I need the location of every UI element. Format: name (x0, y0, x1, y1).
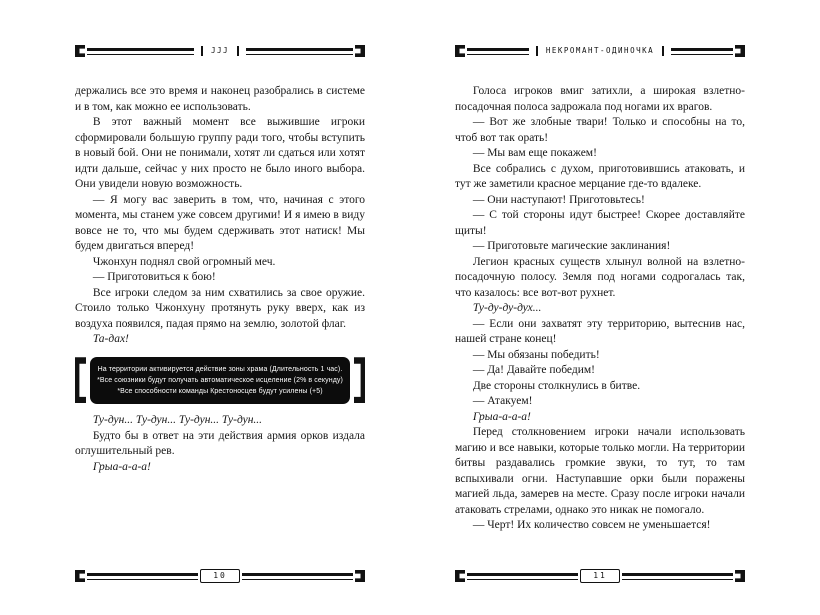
ornament-line (87, 48, 194, 55)
paragraph: Все собрались с духом, приготовившись атаковать, и тут же заметили красное мерцание где-то вдалеке. (455, 162, 745, 190)
page-left (75, 44, 365, 615)
paragraph: Грыа-а-а-а! (92, 460, 151, 473)
ornament-endcap-icon (75, 570, 85, 582)
paragraph: — Приготовиться к бою! (92, 271, 216, 283)
paragraph: Будто бы в ответ на эти действия армия орков издала оглушительный рев. (75, 429, 365, 458)
system-message-line: *Все союзники будут получать автоматическое исцеление (2% в секунду) (97, 376, 343, 384)
ornament-line (242, 573, 353, 580)
ornament-line (467, 48, 529, 55)
paragraph: — Они наступают! Приготовьтесь! (472, 193, 645, 206)
footer-ornament-right (455, 569, 745, 583)
ornament-endcap-icon (355, 570, 365, 582)
paragraph: Та-дах! (92, 333, 129, 345)
ornament-tick (536, 46, 538, 56)
ornament-endcap-icon (355, 45, 365, 57)
page-number: 11 (580, 569, 620, 583)
bracket-right-icon (354, 357, 365, 403)
system-message-box (75, 357, 365, 405)
footer-left (75, 569, 365, 583)
paragraph: — Если они захватят эту территорию, вытеснив нас, нашей стране конец! (455, 317, 745, 345)
paragraph: — С той стороны идут быстрее! Скорее доставляйте щиты! (455, 209, 745, 237)
ornament-tick (662, 46, 664, 56)
page-right-body (455, 84, 745, 569)
ornament-endcap-icon (735, 45, 745, 57)
ornament-endcap-icon (455, 45, 465, 57)
paragraph: Грыа-а-а-а! (472, 410, 531, 423)
paragraph: В этот важный момент все выжившие игроки сформировали большую группу ради того, чтобы вступить в новый бой. Они не понимали, хотят ли сдаться или хотят идти дальше, сейчас у них просто не было иного выбора. Они увидели новую возможность. (75, 116, 365, 190)
paragraph: Все игроки следом за ним схватились за свое оружие. Стоило только Чжонхуну протянуть руку вверх, как из воздуха появился, падая прямо на землю, золотой флаг. (75, 286, 365, 330)
ornament-line (246, 48, 353, 55)
bracket-left-icon (75, 357, 86, 403)
paragraph: — Мы обязаны победить! (472, 348, 600, 361)
paragraph: — Приготовьте магические заклинания! (472, 240, 671, 252)
paragraph: — Мы вам еще покажем! (472, 147, 597, 159)
paragraph: Легион красных существ хлынул волной на взлетно-посадочную полосу. Земля под ногами содрогалась так, что казалось: все вот-вот рухнет. (455, 255, 745, 299)
footer-right (455, 569, 745, 583)
header-ornament-right (455, 44, 745, 58)
paragraph: Чжонхун поднял свой огромный меч. (92, 255, 276, 268)
system-message-line: *Все способности команды Крестоносцев будут усилены (+5) (117, 387, 323, 395)
paragraph-group-top (75, 84, 365, 348)
ornament-line (467, 573, 578, 580)
book-title-running-head: НЕКРОМАНТ-ОДИНОЧКА (545, 46, 655, 55)
paragraph: Голоса игроков вмиг затихли, а широкая взлетно-посадочная полоса задрожала под ногами их врагов. (455, 85, 745, 113)
ornament-tick (201, 46, 203, 56)
header-ornament-left (75, 44, 365, 58)
page-number: 10 (200, 569, 240, 583)
paragraph: Ту-ду-ду-дух... (472, 302, 542, 314)
paragraph: Ту-дун... Ту-дун... Ту-дун... Ту-дун... (92, 414, 263, 427)
system-message (90, 357, 350, 405)
paragraph: Две стороны столкнулись в битве. (472, 379, 641, 392)
ornament-line (671, 48, 733, 55)
page-right (455, 44, 745, 615)
ornament-endcap-icon (75, 45, 85, 57)
system-message-line: На территории активируется действие зоны храма (Длительность 1 час). (97, 365, 343, 373)
ornament-endcap-icon (735, 570, 745, 582)
paragraph: Перед столкновением игроки начали использовать магию и все навыки, которые только могли. На территории битвы раздавались громкие звуки, то тут, то там вспыхивали огни. Наступавшие орки были поражены магией льда, замерев на месте. Сразу после игроки начали атаковать стрелами, однако это никак не помогало. (455, 426, 745, 516)
ornament-endcap-icon (455, 570, 465, 582)
page-left-body (75, 84, 365, 569)
ornament-line (622, 573, 733, 580)
paragraph: — Я могу вас заверить в том, что, начиная с этого момента, мы станем уже совсем другими! И я имею в виду вовсе не то, что мы будем сдерживать этот натиск! Мы будем двигаться вперед! (75, 193, 365, 252)
ornament-tick (237, 46, 239, 56)
paragraph: — Атакуем! (472, 395, 533, 407)
footer-ornament-left (75, 569, 365, 583)
series-mark-label: JJJ (210, 46, 230, 55)
paragraph: держались все это время и наконец разобрались в системе и в том, как можно ее использовать. (75, 85, 365, 113)
paragraph: — Да! Давайте победим! (472, 364, 595, 376)
paragraph: — Вот же злобные твари! Только и способны на то, чтоб вот так орать! (455, 116, 745, 144)
paragraph: — Черт! Их количество совсем не уменьшается! (472, 519, 711, 531)
paragraph-group-bottom (75, 413, 365, 475)
ornament-line (87, 573, 198, 580)
